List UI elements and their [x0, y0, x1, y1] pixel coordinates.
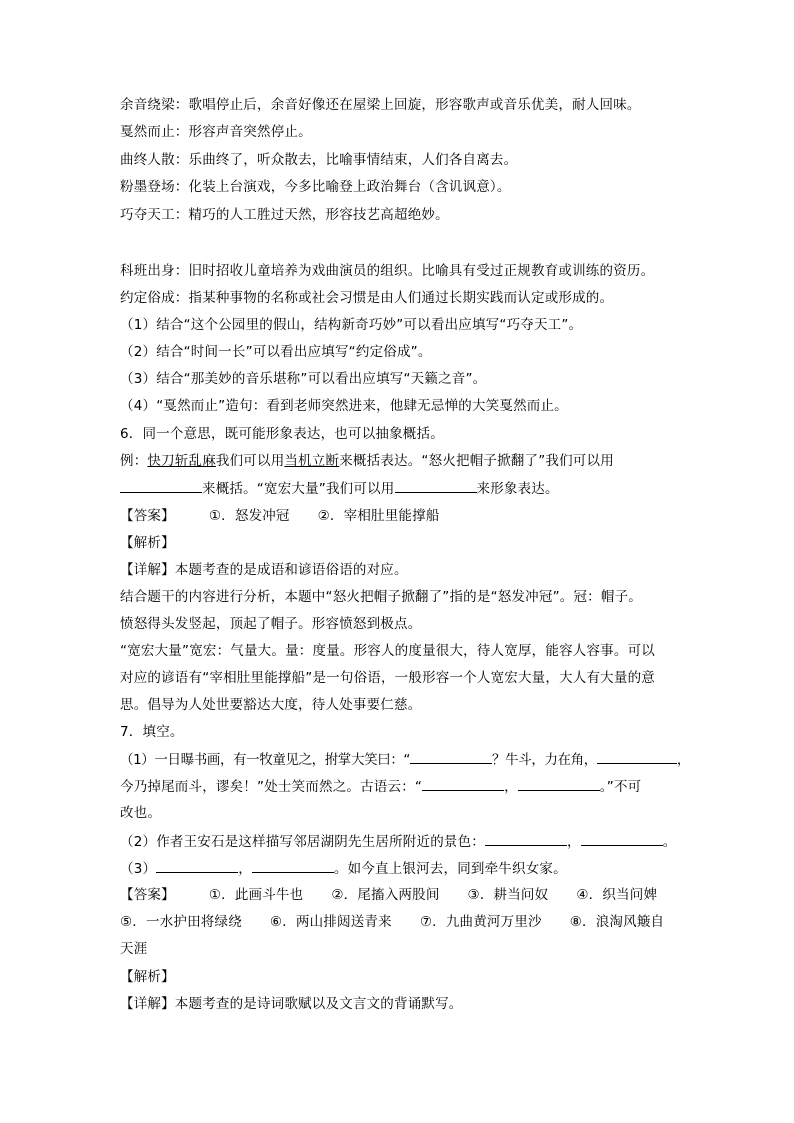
idiom-line: 科班出身：旧时招收儿童培养为戏曲演员的组织。比喻具有受过正规教育或训练的资历。	[120, 263, 655, 279]
answer-tail: 天涯	[120, 941, 148, 957]
example-underlined-idiom: 快刀斩乱麻	[147, 453, 216, 469]
idiom-line: 曲终人散：乐曲终了，听众散去，比喻事情结束，人们各自离去。	[120, 152, 518, 168]
answer-blank[interactable]	[395, 479, 477, 493]
question-7-answer	[120, 886, 657, 904]
answer-item: ⑥．两山排闼送青来	[269, 914, 392, 930]
analysis-label: 【解析】	[120, 535, 175, 551]
answer-blank[interactable]	[581, 832, 663, 846]
example-underlined-idiom: 当机立断	[284, 453, 340, 469]
question-text: 。如今直上银河去，同到牵牛织女家。	[333, 861, 567, 877]
detail-line: 愤怒得头发竖起，顶起了帽子。形容愤怒到极点。	[120, 616, 422, 632]
idiom-line: 巧夺天工：精巧的人工胜过天然，形容技艺高超绝妙。	[120, 207, 449, 223]
question-text: ，	[238, 861, 252, 877]
idiom-line: 余音绕梁：歌唱停止后，余音好像还在屋梁上回旋，形容歌声或音乐优美，耐人回味。	[120, 97, 641, 113]
example-text: 我们可以用	[215, 453, 285, 469]
answer-blank[interactable]	[422, 777, 504, 791]
question-6-example	[120, 452, 614, 470]
answer-blank[interactable]	[485, 832, 567, 846]
answer-blank[interactable]	[156, 859, 238, 873]
example-text: 来形象表达。	[476, 481, 559, 497]
explanation-line: （4）“戛然而止”造句：看到老师突然进来，他肆无忌惮的大笑戛然而止。	[120, 398, 568, 414]
answer-blank[interactable]	[410, 750, 492, 764]
example-text: 来概括。“宽宏大量”我们可以用	[202, 481, 395, 497]
analysis-label: 【解析】	[120, 969, 175, 985]
question-7-line	[120, 777, 641, 796]
detail-line: 结合题干的内容进行分析，本题中“怒火把帽子掀翻了”指的是“怒发冲冠”。冠：帽子。	[120, 589, 642, 605]
question-text: ，	[676, 752, 690, 768]
question-text: ，	[567, 834, 581, 850]
answer-item: ④．织当问婢	[576, 887, 658, 903]
question-text: 今乃掉尾而斗，谬矣！”处士笑而然之。古语云：“	[120, 779, 423, 795]
question-7-line	[120, 750, 690, 769]
detail-line: “宽宏大量”宽宏：气量大。量：度量。形容人的度量很大，待人宽厚，能容人容事。可以	[120, 643, 655, 659]
answer-label: 【答案】	[120, 508, 175, 524]
question-6-blanks	[120, 479, 559, 498]
answer-item: ⑦．九曲黄河万里沙	[419, 914, 542, 930]
detail-line: 【详解】本题考查的是成语和谚语俗语的对应。	[120, 562, 408, 578]
question-text: （3）	[120, 861, 157, 877]
detail-line: 对应的谚语有“宰相肚里能撑船”是一句俗语，一般形容一个人宽宏大量，大人有大量的意	[120, 670, 655, 686]
question-6-title: 6．同一个意思，既可能形象表达，也可以抽象概括。	[120, 426, 444, 442]
question-7-line	[120, 859, 567, 878]
idiom-line: 戛然而止：形容声音突然停止。	[120, 124, 312, 140]
answer-label: 【答案】	[120, 887, 175, 903]
answer-item: ⑧．浪淘风簸自	[569, 914, 665, 930]
idiom-line: 粉墨登场：化装上台演戏，今多比喻登上政治舞台（含讥讽意）。	[120, 179, 511, 195]
explanation-line: （1）结合“这个公园里的假山，结构新奇巧妙”可以看出应填写“巧夺天工”。	[120, 317, 583, 333]
answer-item: ②．宰相肚里能撑船	[317, 508, 440, 524]
answer-item: ①．此画斗牛也	[208, 887, 304, 903]
question-text: ，	[504, 779, 518, 795]
idiom-line: 约定俗成：指某种事物的名称或社会习惯是由人们通过长期实践而认定或形成的。	[120, 290, 614, 306]
question-text: 。”不可	[599, 779, 642, 795]
answer-item: ③．耕当问奴	[467, 887, 549, 903]
detail-line: 思。倡导为人处世要豁达大度，待人处事要仁慈。	[120, 697, 422, 713]
question-text: 。	[662, 834, 677, 850]
answer-item: ①．怒发冲冠	[208, 508, 290, 524]
question-6-answer	[120, 507, 440, 525]
answer-item: ②．尾搐入两股间	[331, 887, 440, 903]
answer-item: ⑤．一水护田将绿绕	[120, 914, 242, 930]
example-text: 来概括表达。“怒火把帽子掀翻了”我们可以用	[339, 453, 614, 469]
answer-blank[interactable]	[597, 750, 677, 764]
answer-blank[interactable]	[120, 479, 202, 493]
example-prefix: 例：	[120, 453, 148, 469]
question-text: （1）一日曝书画，有一牧童见之，拊掌大笑曰：“	[120, 752, 411, 768]
question-7-title: 7．填空。	[120, 724, 184, 740]
question-text: （2）作者王安石是这样描写邻居湖阴先生居所附近的景色：	[120, 834, 485, 850]
question-text: ？牛斗，力在角，	[492, 752, 597, 768]
explanation-line: （3）结合“那美妙的音乐堪称”可以看出应填写“天籁之音”。	[120, 371, 487, 387]
detail-line: 【详解】本题考查的是诗词歌赋以及文言文的背诵默写。	[120, 996, 463, 1012]
answer-blank[interactable]	[252, 859, 334, 873]
question-7-line	[120, 832, 676, 851]
question-7-line: 改也。	[120, 805, 162, 821]
explanation-line: （2）结合“时间一长”可以看出应填写“约定俗成”。	[120, 344, 432, 360]
answer-blank[interactable]	[518, 777, 600, 791]
question-7-answer	[120, 913, 664, 931]
